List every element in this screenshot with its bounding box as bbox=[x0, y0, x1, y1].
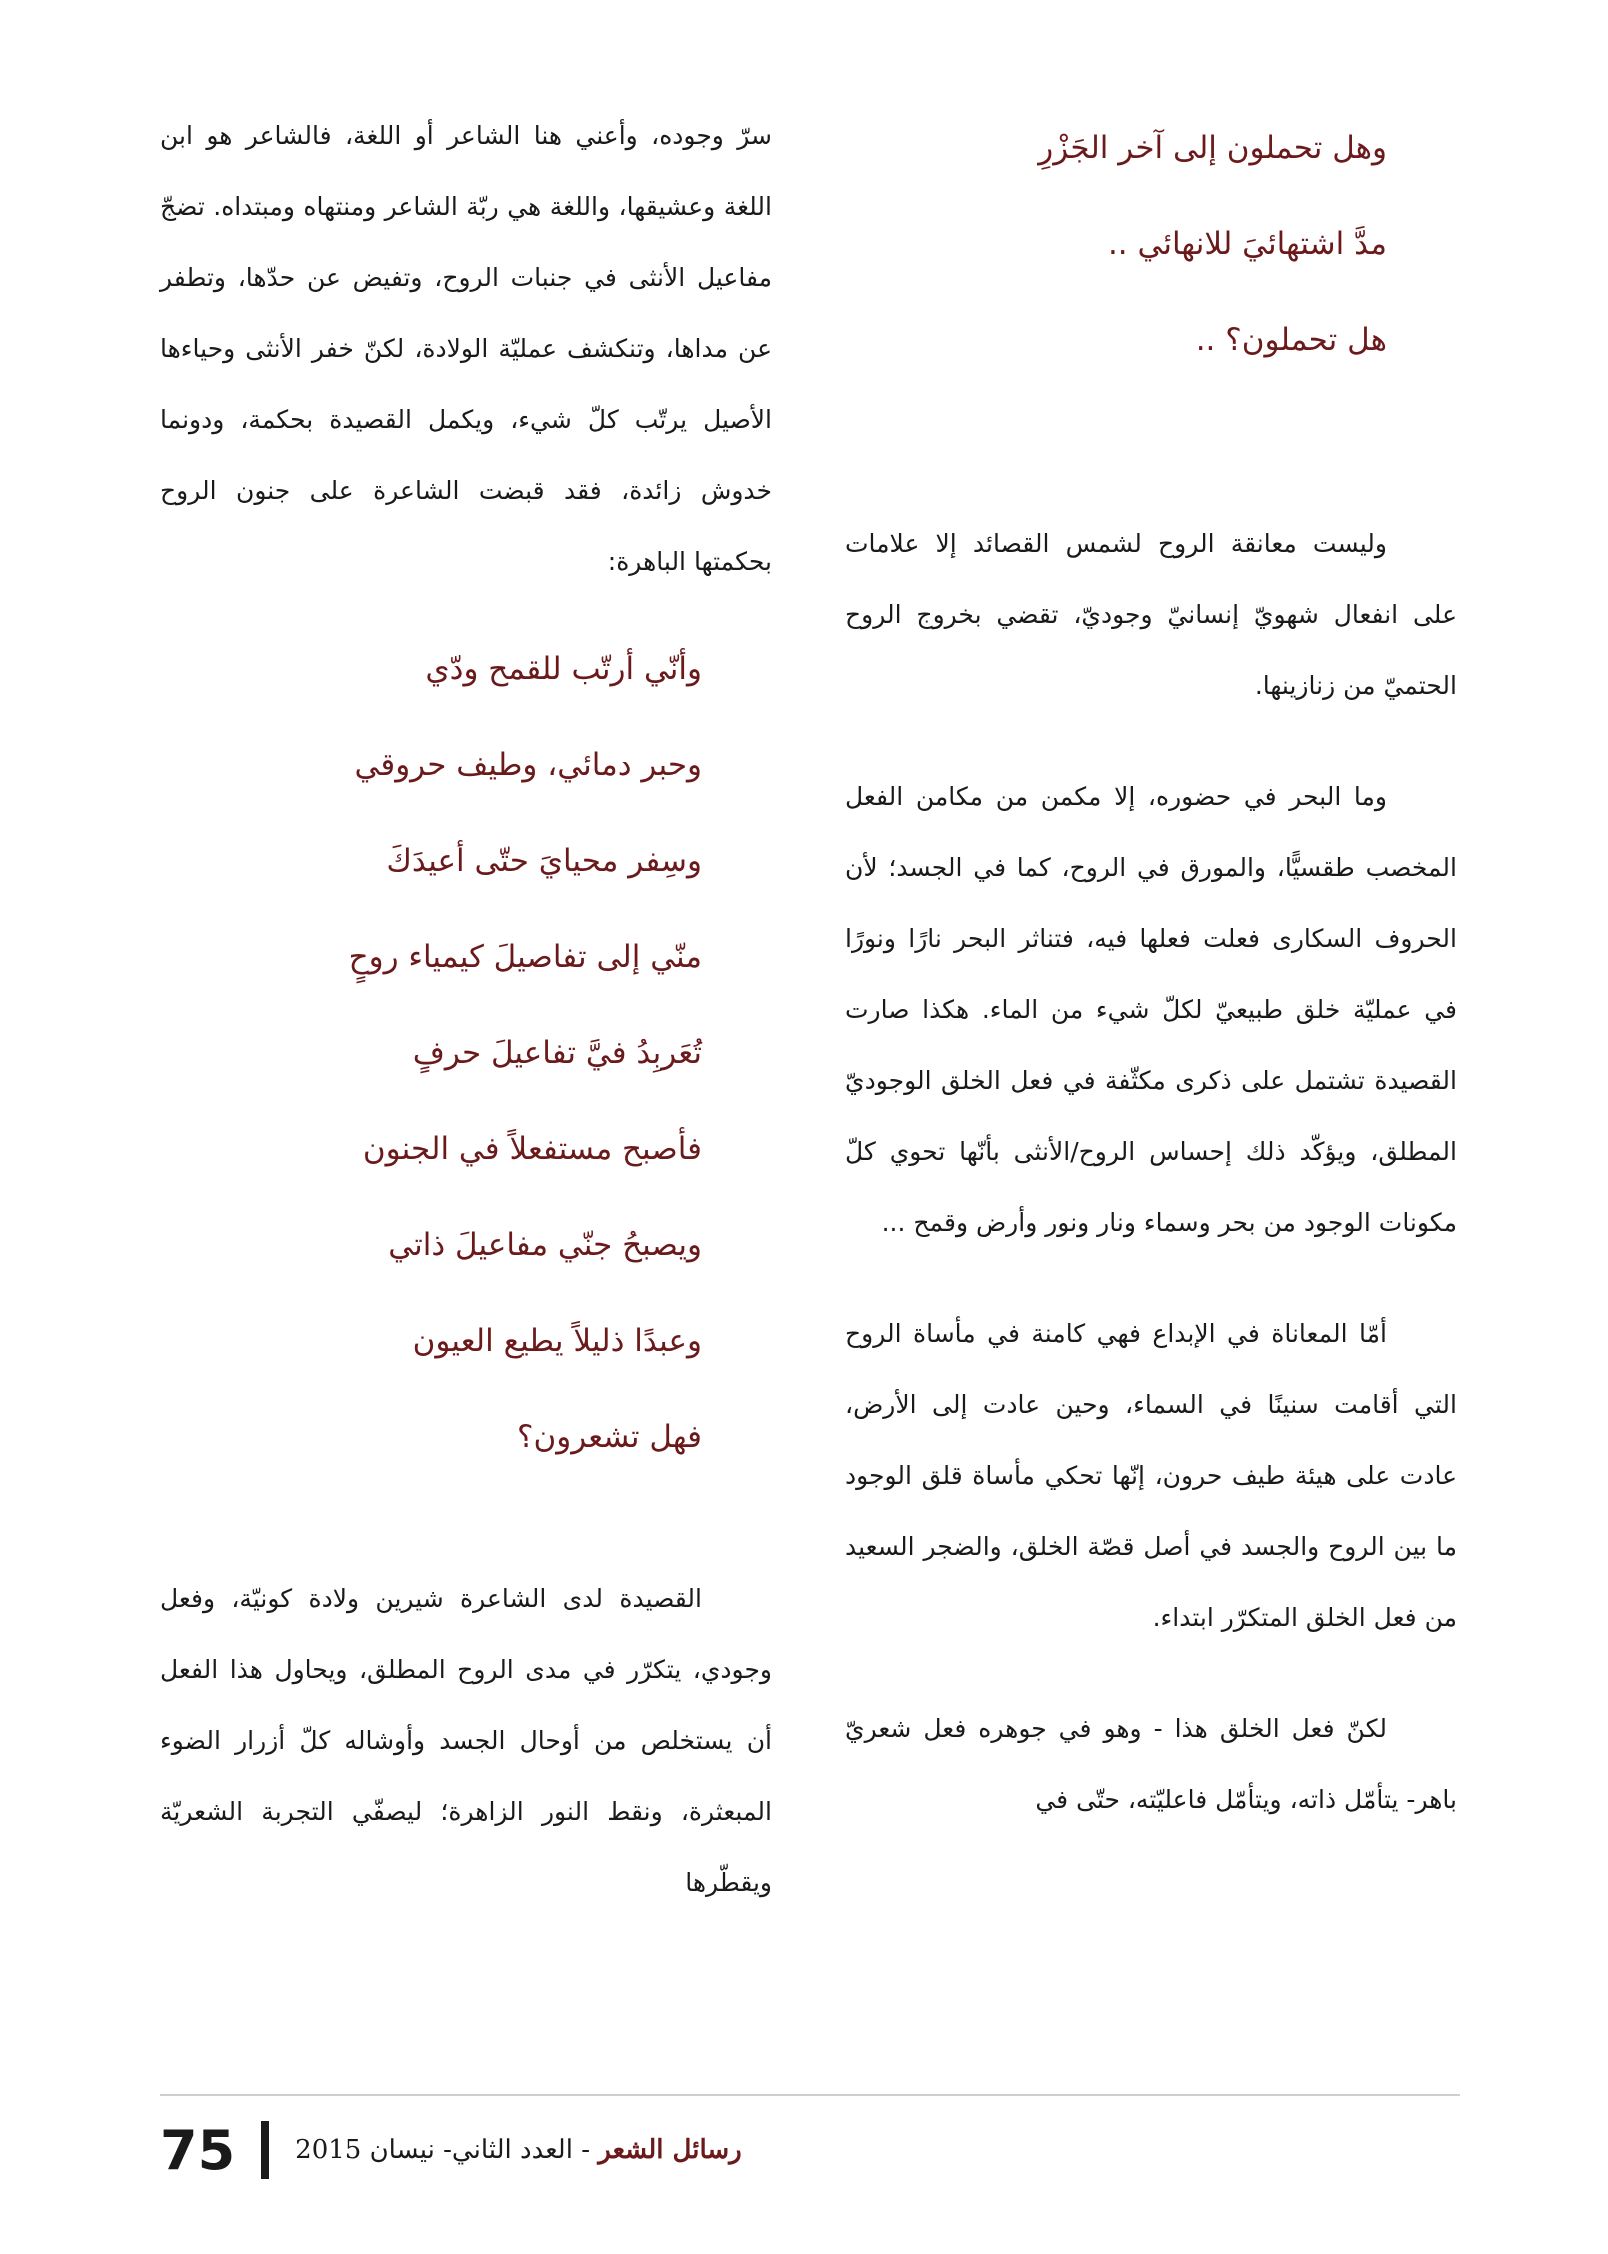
poem-main bbox=[160, 621, 702, 1485]
paragraph: القصيدة لدى الشاعرة شيرين ولادة كونيّة، وفعل وجودي، يتكرّر في مدى الروح المطلق، ويحاول هذا الفعل أن يستخلص من أوحال الجسد وأوشاله كلّ أزرار الضوء المبعثرة، ونقط النور الزاهرة؛ ليصفّي التجربة الشعريّة ويقطّرها bbox=[160, 1584, 772, 1897]
paragraph: أمّا المعاناة في الإبداع فهي كامنة في مأساة الروح التي أقامت سنينًا في السماء، وحين عادت إلى الأرض، عادت على هيئة طيف حرون، إنّها تحكي مأساة قلق الوجود ما بين الروح والجسد في أصل قصّة الخلق، والضجر السعيد من فعل الخلق المتكرّر ابتداء. bbox=[845, 1319, 1457, 1632]
paragraph: وليست معانقة الروح لشمس القصائد إلا علامات على انفعال شهويّ إنسانيّ وجوديّ، تقضي بخروج الروح الحتميّ من زنازينها. bbox=[845, 529, 1457, 700]
poem-line: وهل تحملون إلى آخر الجَزْرِ bbox=[1038, 130, 1387, 166]
poem-line: وحبر دمائي، وطيف حروقي bbox=[354, 747, 702, 783]
footer-divider bbox=[160, 2094, 1460, 2096]
poem-line: فأصبح مستفعلاً في الجنون bbox=[362, 1131, 702, 1167]
paragraph: لكنّ فعل الخلق هذا - وهو في جوهره فعل شعريّ باهر- يتأمّل ذاته، ويتأمّل فاعليّته، حتّى في bbox=[845, 1714, 1457, 1814]
magazine-name: رسائل الشعر bbox=[598, 2135, 742, 2165]
poem-line: مدَّ اشتهائيَ للانهائي .. bbox=[1107, 226, 1387, 262]
poem-line: منّي إلى تفاصيلَ كيمياء روحٍ bbox=[348, 939, 702, 975]
paragraph: سرّ وجوده، وأعني هنا الشاعر أو اللغة، فالشاعر هو ابن اللغة وعشيقها، واللغة هي ربّة الشاعر ومنتهاه ومبتداه. تضجّ مفاعيل الأنثى في جنبات الروح، وتفيض عن حدّها، وتطفر عن مداها، وتنكشف عمليّة الولادة، لكنّ خفر الأنثى وحياءها الأصيل يرتّب كلّ شيء، ويكمل القصيدة بحكمة، ودونما خدوش زائدة، فقد قبضت الشاعرة على جنون الروح بحكمتها الباهرة: bbox=[160, 121, 772, 576]
page-footer bbox=[160, 2110, 742, 2190]
poem-top bbox=[845, 100, 1387, 388]
footer-separator bbox=[261, 2121, 269, 2179]
poem-line: هل تحملون؟ .. bbox=[1195, 322, 1387, 358]
poem-line: ويصبحُ جنّي مفاعيلَ ذاتي bbox=[388, 1227, 702, 1263]
poem-line: وأنّي أرتّب للقمح ودّي bbox=[425, 651, 702, 687]
footer-caption bbox=[295, 2135, 742, 2165]
paragraph: وما البحر في حضوره، إلا مكمن من مكامن الفعل المخصب طقسيًّا، والمورق في الروح، كما في الجسد؛ لأن الحروف السكارى فعلت فعلها فيه، فتناثر البحر نارًا ونورًا في عمليّة خلق طبيعيّ لكلّ شيء من الماء. هكذا صارت القصيدة تشتمل على ذكرى مكثّفة في فعل الخلق الوجوديّ المطلق، ويؤكّد ذلك إحساس الروح/الأنثى بأنّها تحوي كلّ مكونات الوجود من بحر وسماء ونار ونور وأرض وقمح ... bbox=[845, 782, 1457, 1237]
right-column bbox=[845, 100, 1457, 1835]
poem-line: وسِفر محيايَ حتّى أعيدَكَ bbox=[386, 843, 702, 879]
left-column bbox=[160, 100, 772, 1918]
issue-info: - العدد الثاني- نيسان 2015 bbox=[295, 2135, 599, 2165]
poem-line: فهل تشعرون؟ bbox=[517, 1419, 702, 1455]
page-number: 75 bbox=[160, 2118, 236, 2182]
poem-line: تُعَربِدُ فيَّ تفاعيلَ حرفٍ bbox=[412, 1035, 702, 1071]
poem-line: وعبدًا ذليلاً يطيع العيون bbox=[412, 1323, 702, 1359]
